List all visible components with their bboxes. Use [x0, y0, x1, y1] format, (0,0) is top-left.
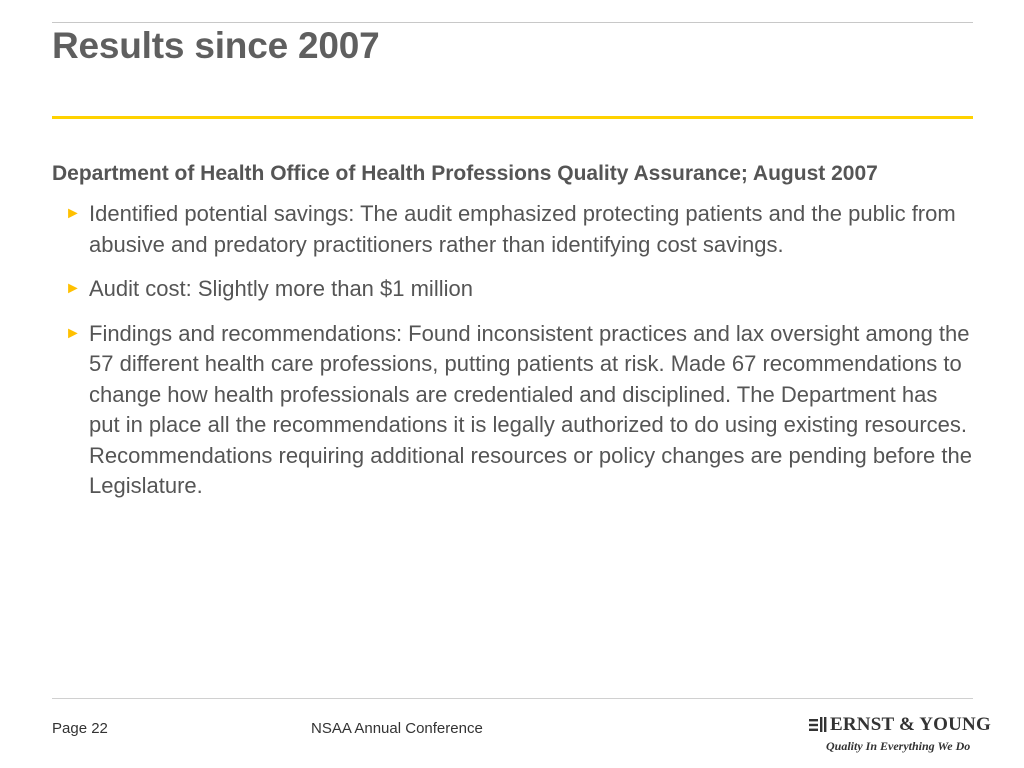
ey-mark-icon: [809, 716, 827, 734]
bullet-item-findings: [52, 319, 972, 502]
logo-tagline: Quality In Everything We Do: [826, 739, 971, 753]
ernst-young-logo: [808, 712, 991, 756]
slide-title: Results since 2007: [52, 25, 380, 66]
slide-body: [52, 158, 972, 516]
bullet-list: [52, 199, 972, 502]
title-underline: [52, 116, 973, 119]
section-heading: Department of Health Office of Health Professions Quality Assurance; August 2007: [52, 162, 878, 185]
page-number: Page 22: [52, 720, 108, 737]
bullet-arrow-icon: ►: [65, 280, 81, 297]
bullet-text: Audit cost: Slightly more than $1 million: [89, 276, 473, 301]
bullet-item-cost: [52, 274, 972, 305]
footer-divider: [52, 698, 973, 699]
bullet-text: Findings and recommendations: Found inconsistent practices and lax oversight among the 57 different health care professions, putting patients at risk. Made 67 recommendations to change how health professionals are credentialed and disciplined. The Department has put in place all the recommendations it is legally authorized to do using existing resources. Recommendations requiring additional resources or policy changes are pending before the Legislature.: [89, 320, 972, 498]
bullet-text: Identified potential savings: The audit emphasized protecting patients and the public from abusive and predatory practitioners rather than identifying cost savings.: [89, 201, 956, 257]
bullet-item-savings: [52, 199, 972, 260]
conference-name: NSAA Annual Conference: [311, 720, 483, 737]
bullet-arrow-icon: ►: [65, 324, 81, 342]
bullet-arrow-icon: ►: [65, 205, 81, 222]
logo-wordmark: ERNST & YOUNG: [830, 714, 991, 735]
top-divider: [52, 22, 973, 23]
